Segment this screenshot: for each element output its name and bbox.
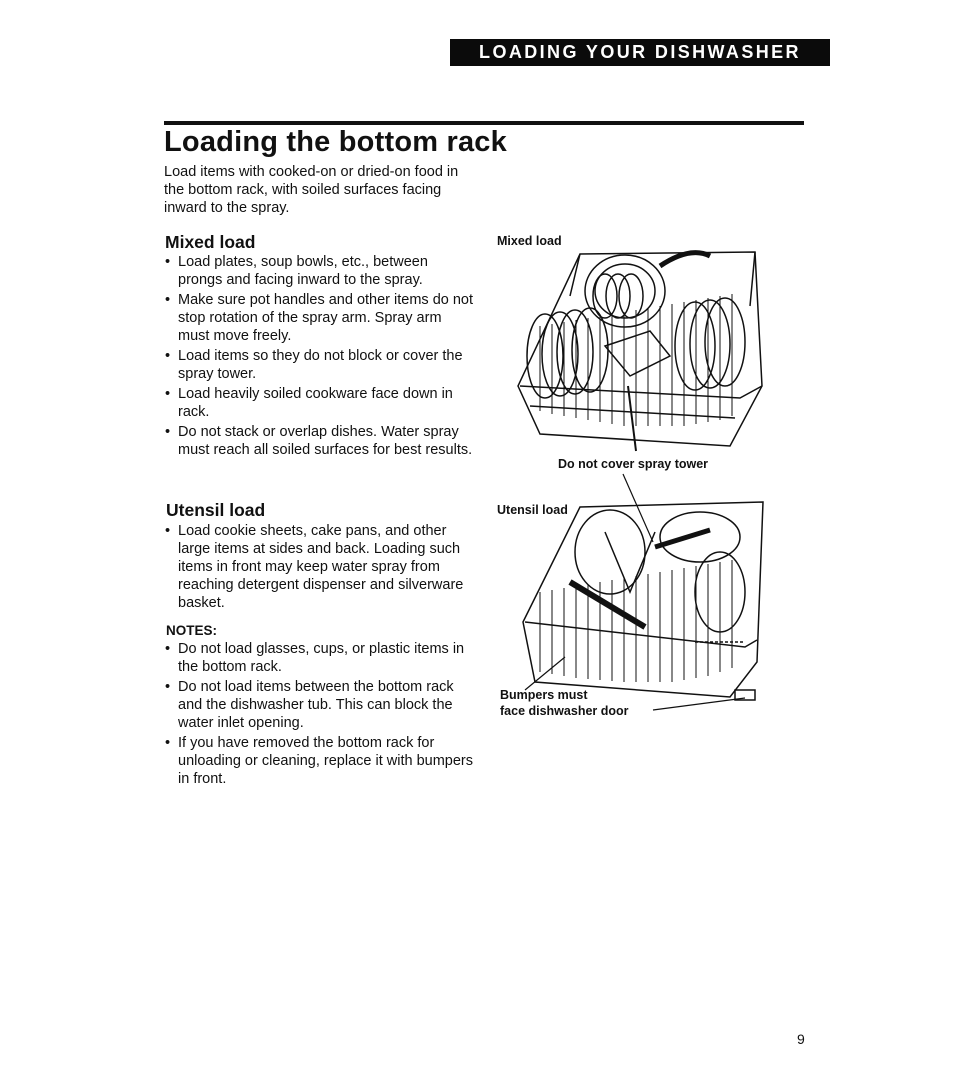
bumpers-caption-line1: Bumpers must bbox=[500, 688, 588, 702]
page-number: 9 bbox=[797, 1031, 805, 1047]
notes-label: NOTES: bbox=[166, 623, 218, 638]
page-title: Loading the bottom rack bbox=[164, 126, 507, 158]
list-item: • Load plates, soup bowls, etc., between prongs and facing inward to the spray. bbox=[164, 253, 474, 289]
utensil-load-illustration bbox=[505, 472, 770, 712]
mixed-load-heading: Mixed load bbox=[165, 232, 256, 252]
mixed-load-illustration bbox=[510, 236, 770, 458]
spray-tower-caption: Do not cover spray tower bbox=[558, 457, 709, 471]
list-item: • Do not load glasses, cups, or plastic items in the bottom rack. bbox=[164, 640, 474, 676]
bumpers-caption-line2: face dishwasher door bbox=[500, 704, 629, 718]
notes-list bbox=[164, 640, 474, 790]
list-item: • Load cookie sheets, cake pans, and other large items at sides and back. Loading such items in front may keep water spray from reaching detergent dispenser and silverware basket. bbox=[164, 522, 470, 612]
title-rule bbox=[164, 121, 804, 125]
list-item: • Do not load items between the bottom rack and the dishwasher tub. This can block the water inlet opening. bbox=[164, 678, 474, 732]
list-item: • Make sure pot handles and other items do not stop rotation of the spray arm. Spray arm must move freely. bbox=[164, 291, 474, 345]
list-item: • Load heavily soiled cookware face down in rack. bbox=[164, 385, 474, 421]
section-banner: LOADING YOUR DISHWASHER bbox=[450, 39, 830, 66]
list-item: • Load items so they do not block or cover the spray tower. bbox=[164, 347, 474, 383]
utensil-load-heading: Utensil load bbox=[166, 500, 266, 520]
mixed-load-caption: Mixed load bbox=[497, 234, 562, 248]
mixed-load-list bbox=[164, 253, 474, 461]
intro-paragraph: Load items with cooked-on or dried-on food in the bottom rack, with soiled surfaces facing inward to the spray. bbox=[164, 164, 459, 216]
utensil-load-list bbox=[164, 522, 470, 614]
list-item: • Do not stack or overlap dishes. Water spray must reach all soiled surfaces for best results. bbox=[164, 423, 474, 459]
utensil-load-caption: Utensil load bbox=[497, 503, 568, 517]
list-item: • If you have removed the bottom rack for unloading or cleaning, replace it with bumpers in front. bbox=[164, 734, 474, 788]
